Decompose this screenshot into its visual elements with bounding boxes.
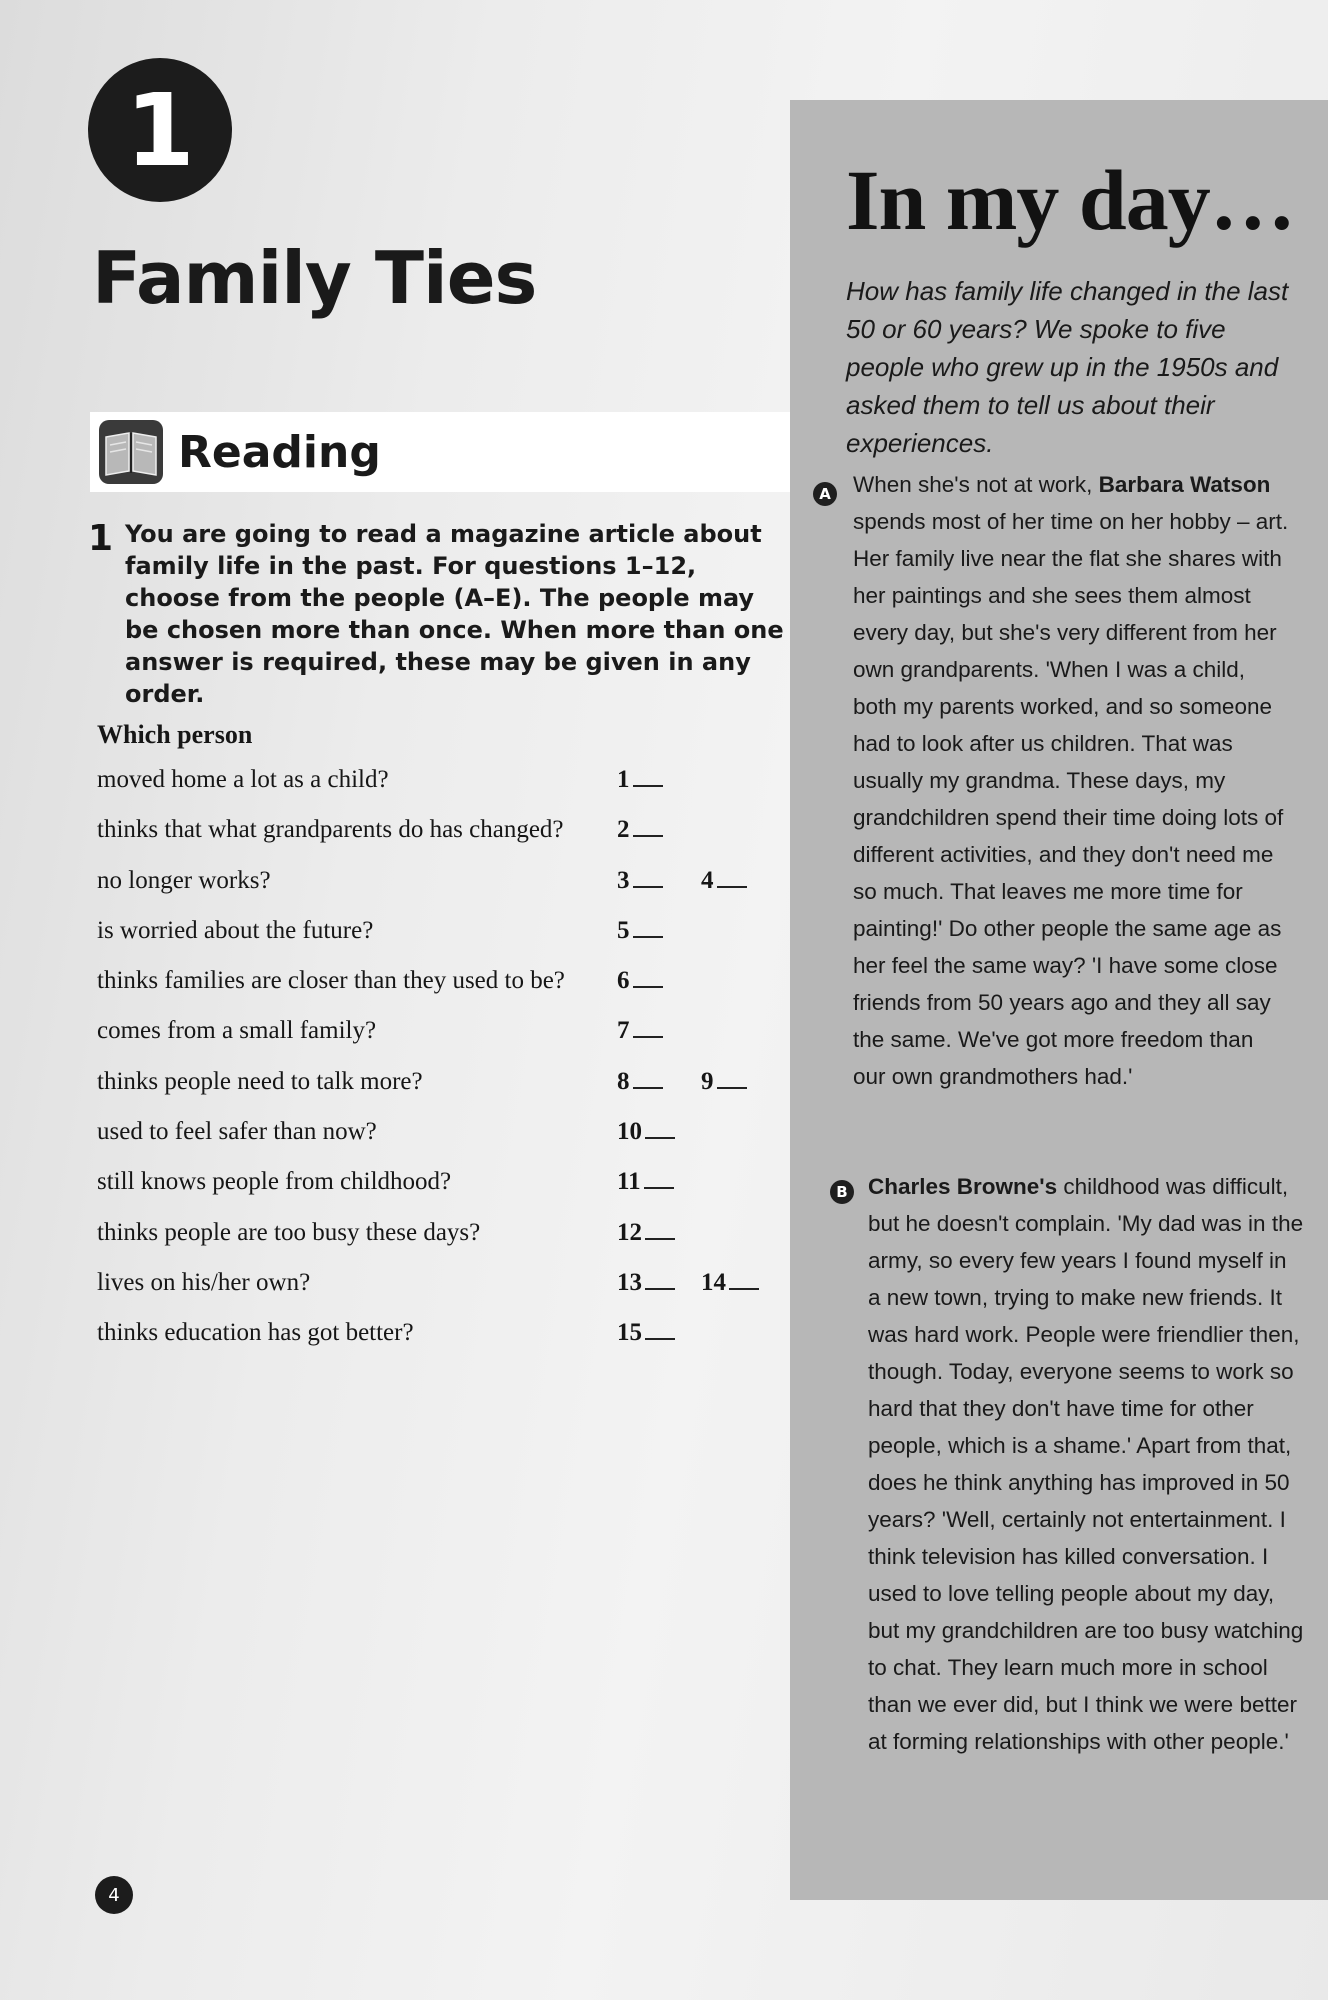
answer-slot[interactable] bbox=[617, 867, 663, 895]
answer-number: 4 bbox=[701, 866, 714, 894]
question-text: no longer works? bbox=[97, 866, 271, 894]
answer-slot[interactable] bbox=[617, 1118, 675, 1146]
answer-blank[interactable] bbox=[645, 1270, 675, 1290]
answer-slot[interactable] bbox=[617, 967, 663, 995]
answer-blank[interactable] bbox=[645, 1220, 675, 1240]
question-row bbox=[97, 917, 797, 967]
answer-slot[interactable] bbox=[617, 917, 663, 945]
answer-blank[interactable] bbox=[633, 767, 663, 787]
answer-blank[interactable] bbox=[633, 817, 663, 837]
question-row bbox=[97, 967, 797, 1017]
answer-number: 14 bbox=[701, 1268, 726, 1296]
question-text: thinks people need to talk more? bbox=[97, 1067, 423, 1095]
answer-blank[interactable] bbox=[729, 1270, 759, 1290]
paragraph-marker-a: A bbox=[813, 482, 837, 506]
question-row bbox=[97, 766, 797, 816]
question-row bbox=[97, 1068, 797, 1118]
answer-slot[interactable] bbox=[701, 867, 747, 895]
article-title: In my day… bbox=[846, 152, 1295, 248]
book-icon bbox=[98, 419, 164, 485]
paragraph-b bbox=[868, 1168, 1304, 1760]
answer-blank[interactable] bbox=[633, 1018, 663, 1038]
exercise-instruction bbox=[88, 518, 788, 710]
unit-title: Family Ties bbox=[92, 236, 537, 320]
answer-number: 9 bbox=[701, 1067, 714, 1095]
question-text: used to feel safer than now? bbox=[97, 1118, 377, 1146]
answer-slot[interactable] bbox=[617, 1017, 663, 1045]
question-list bbox=[97, 720, 797, 1370]
unit-number: 1 bbox=[125, 71, 195, 189]
answer-slot[interactable] bbox=[617, 1319, 675, 1347]
paragraph-lead: When she's not at work, bbox=[853, 472, 1099, 497]
unit-number-badge bbox=[88, 58, 232, 202]
answer-number: 2 bbox=[617, 816, 630, 844]
question-row bbox=[97, 1118, 797, 1168]
answer-slot[interactable] bbox=[701, 1068, 747, 1096]
answer-slot[interactable] bbox=[617, 1068, 663, 1096]
question-text: thinks education has got better? bbox=[97, 1319, 414, 1347]
answer-slot[interactable] bbox=[617, 766, 663, 794]
paragraph-a bbox=[853, 466, 1289, 1095]
question-row bbox=[97, 1319, 797, 1369]
question-row bbox=[97, 1017, 797, 1067]
answer-blank[interactable] bbox=[717, 868, 747, 888]
answer-blank[interactable] bbox=[645, 1320, 675, 1340]
question-text: is worried about the future? bbox=[97, 916, 374, 944]
answer-number: 8 bbox=[617, 1067, 630, 1095]
answer-blank[interactable] bbox=[717, 1069, 747, 1089]
answer-slot[interactable] bbox=[617, 1269, 675, 1297]
question-row bbox=[97, 1269, 797, 1319]
question-row bbox=[97, 1168, 797, 1218]
article-intro: How has family life changed in the last 50 or 60 years? We spoke to five people who grew up in the 1950s and asked them to tell us about their experiences. bbox=[846, 276, 1289, 458]
question-text: moved home a lot as a child? bbox=[97, 766, 389, 793]
person-name: Barbara Watson bbox=[1098, 472, 1271, 497]
page-number: 4 bbox=[95, 1876, 133, 1914]
person-name: Charles Browne's bbox=[868, 1174, 1058, 1199]
answer-number: 12 bbox=[617, 1218, 642, 1246]
answer-number: 1 bbox=[617, 766, 630, 793]
answer-blank[interactable] bbox=[633, 918, 663, 938]
answer-number: 13 bbox=[617, 1268, 642, 1296]
question-text: thinks people are too busy these days? bbox=[97, 1218, 481, 1246]
section-title: Reading bbox=[178, 426, 381, 478]
instruction-text: You are going to read a magazine article about family life in the past. For questions 1–12, choose from the people (A–E). The people may be chosen more than once. When more than one answer is required, these may be given in any order. bbox=[125, 520, 784, 708]
answer-blank[interactable] bbox=[633, 968, 663, 988]
answer-blank[interactable] bbox=[633, 868, 663, 888]
question-text: comes from a small family? bbox=[97, 1017, 377, 1045]
answer-slot[interactable] bbox=[617, 1168, 674, 1196]
section-banner bbox=[90, 412, 790, 492]
answer-blank[interactable] bbox=[645, 1119, 675, 1139]
question-row bbox=[97, 867, 797, 917]
question-text: thinks families are closer than they used to be? bbox=[97, 967, 565, 995]
paragraph-marker-b: B bbox=[830, 1180, 854, 1204]
answer-number: 10 bbox=[617, 1118, 642, 1146]
answer-blank[interactable] bbox=[633, 1069, 663, 1089]
question-text: lives on his/her own? bbox=[97, 1268, 311, 1296]
paragraph-body: childhood was difficult, but he doesn't complain. 'My dad was in the army, so every few years I found myself in a new town, trying to make new friends. It was hard work. People were friendlier then, though. Today, everyone seems to work so hard that they don't have time for other people, which is a shame.' Apart from that, does he think anything has improved in 50 years? 'Well, certainly not entertainment. I think television has killed conversation. I used to love telling people about my day, but my grandchildren are too busy watching to chat. They learn much more in school than we ever did, but I think we were better at forming relationships with other people.' bbox=[868, 1174, 1304, 1754]
question-text: thinks that what grandparents do has changed? bbox=[97, 816, 564, 844]
answer-number: 15 bbox=[617, 1319, 642, 1347]
exercise-number: 1 bbox=[88, 518, 114, 559]
answer-number: 6 bbox=[617, 967, 630, 995]
answer-slot[interactable] bbox=[701, 1269, 759, 1297]
answer-slot[interactable] bbox=[617, 816, 663, 844]
answer-number: 3 bbox=[617, 866, 630, 894]
answer-blank[interactable] bbox=[644, 1169, 674, 1189]
answer-number: 5 bbox=[617, 916, 630, 944]
question-row bbox=[97, 1219, 797, 1269]
answer-slot[interactable] bbox=[617, 1219, 675, 1247]
question-text: still knows people from childhood? bbox=[97, 1168, 452, 1196]
question-heading: Which person bbox=[97, 720, 253, 749]
question-row bbox=[97, 816, 797, 866]
answer-number: 11 bbox=[617, 1168, 641, 1196]
paragraph-body: spends most of her time on her hobby – art. Her family live near the flat she shares with her paintings and she sees them almost every day, but she's very different from her own grandparents. 'When I was a child, both my parents worked, and so someone had to look after us children. That was usually my grandma. These days, my grandchildren spend their time doing lots of different activities, and they don't need me so much. That leaves me more time for painting!' Do other people the same age as her feel the same way? 'I have some close friends from 50 years ago and they all say the same. We've got more freedom than our own grandmothers had.' bbox=[853, 509, 1289, 1089]
answer-number: 7 bbox=[617, 1017, 630, 1045]
